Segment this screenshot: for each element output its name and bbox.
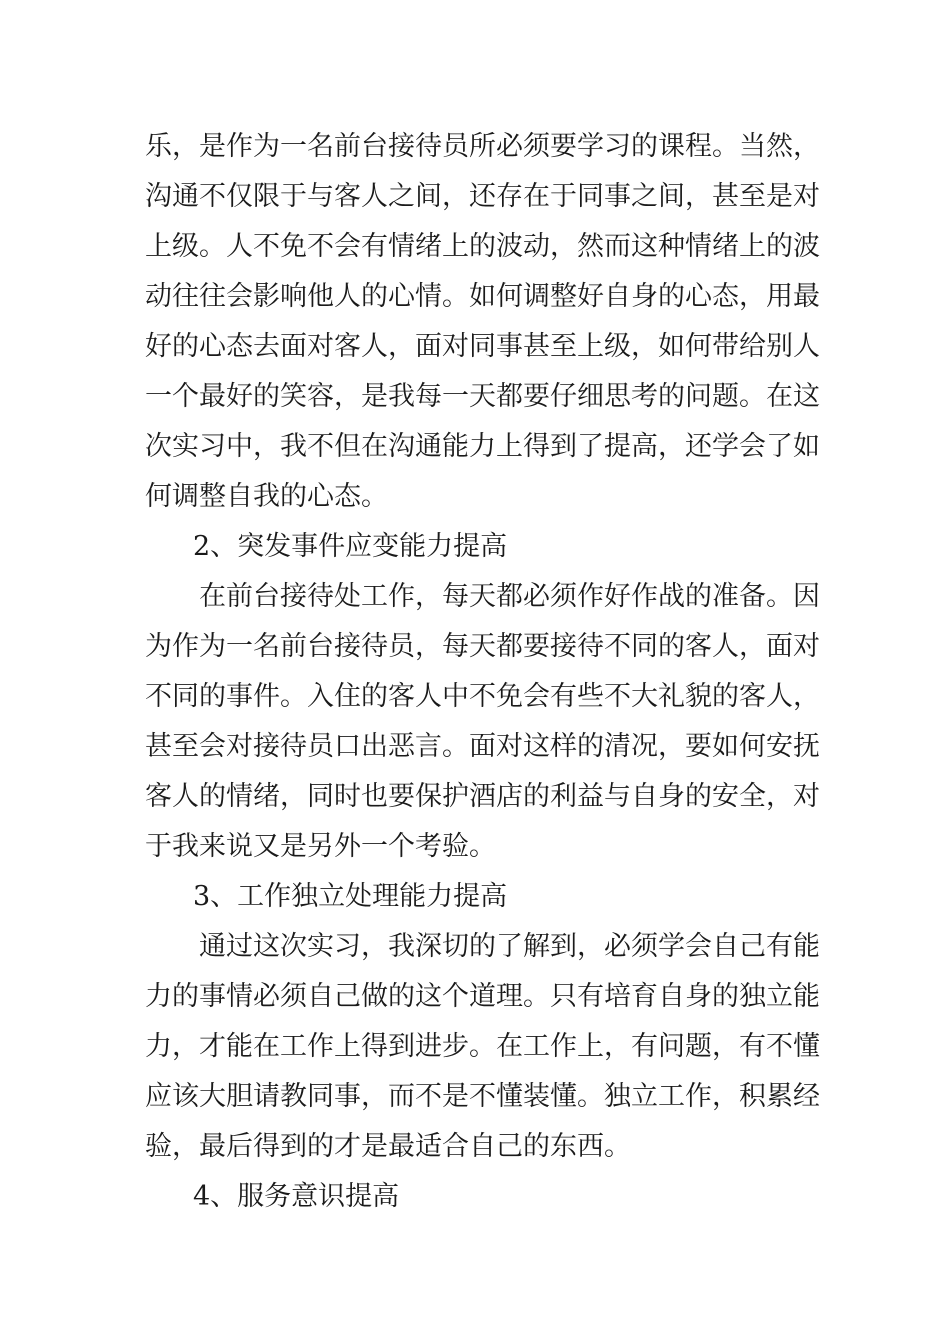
text-line: 一个最好的笑容，是我每一天都要仔细思考的问题。在这 (145, 381, 820, 412)
text-line: 力，才能在工作上得到进步。在工作上，有问题，有不懂 (145, 1031, 820, 1062)
section-heading: 2、突发事件应变能力提高 (193, 531, 508, 562)
text-line: 力的事情必须自己做的这个道理。只有培育自身的独立能 (145, 981, 820, 1012)
text-line: 通过这次实习，我深切的了解到，必须学会自己有能 (199, 931, 820, 962)
section-heading: 4、服务意识提高 (193, 1181, 400, 1212)
text-line: 动往往会影响他人的心情。如何调整好自身的心态，用最 (145, 281, 820, 312)
text-line: 客人的情绪，同时也要保护酒店的利益与自身的安全，对 (145, 781, 820, 812)
section-heading: 3、工作独立处理能力提高 (193, 881, 508, 912)
text-line: 上级。人不免不会有情绪上的波动，然而这种情绪上的波 (145, 231, 820, 262)
body-text (145, 122, 820, 1222)
text-line: 沟通不仅限于与客人之间，还存在于同事之间，甚至是对 (145, 181, 820, 212)
text-line: 何调整自我的心态。 (145, 481, 388, 512)
text-line: 应该大胆请教同事，而不是不懂装懂。独立工作，积累经 (145, 1081, 820, 1112)
text-line: 甚至会对接待员口出恶言。面对这样的清况，要如何安抚 (145, 731, 820, 762)
text-line: 乐，是作为一名前台接待员所必须要学习的课程。当然， (145, 131, 820, 162)
text-line: 次实习中，我不但在沟通能力上得到了提高，还学会了如 (145, 431, 820, 462)
text-line: 验，最后得到的才是最适合自己的东西。 (145, 1131, 631, 1162)
text-line: 在前台接待处工作，每天都必须作好作战的准备。因 (199, 581, 820, 612)
text-line: 为作为一名前台接待员，每天都要接待不同的客人，面对 (145, 631, 820, 662)
text-line: 于我来说又是另外一个考验。 (145, 831, 496, 862)
text-line: 好的心态去面对客人，面对同事甚至上级，如何带给别人 (145, 331, 820, 362)
text-line: 不同的事件。入住的客人中不免会有些不大礼貌的客人， (145, 681, 820, 712)
